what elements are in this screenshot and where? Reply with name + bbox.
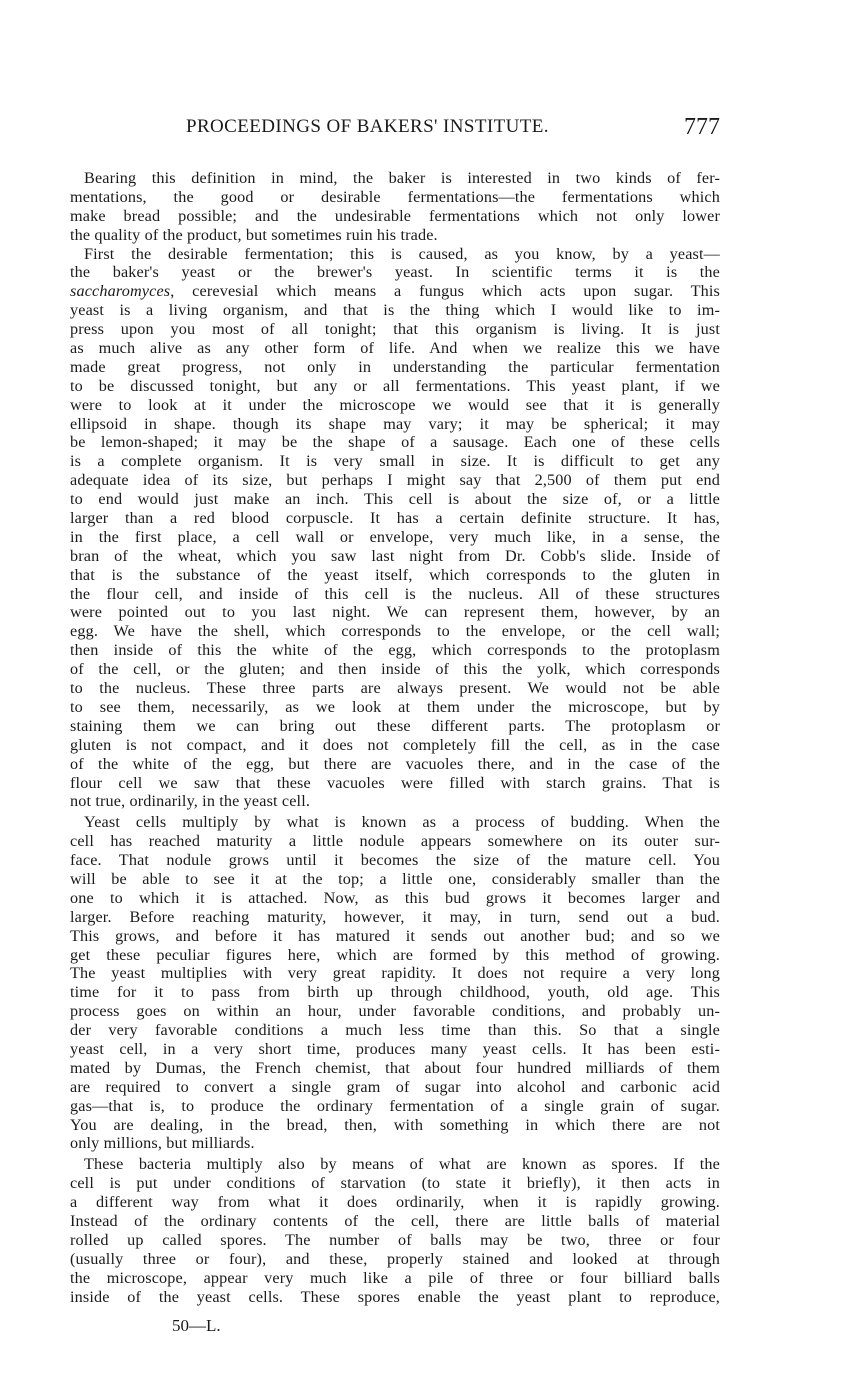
text-line: press upon you most of all tonight; that this organism is living. It is just xyxy=(70,320,720,339)
text-line: the microscope, appear very much like a pile of three or four billiard balls xyxy=(70,1268,720,1287)
text-line: get these peculiar figures here, which are formed by this method of growing. xyxy=(70,945,720,964)
text-line: Instead of the ordinary contents of the cell, there are little balls of material xyxy=(70,1211,720,1230)
italic-term: saccharomyces xyxy=(70,282,171,301)
text-line: one to which it is attached. Now, as this bud grows it becomes larger and xyxy=(70,888,720,907)
text-line: of the white of the egg, but there are vacuoles there, and in the case of the xyxy=(70,754,720,773)
text-line: to be discussed tonight, but any or all fermentations. This yeast plant, if we xyxy=(70,376,720,395)
text-line: time for it to pass from birth up through childhood, youth, old age. This xyxy=(70,983,720,1002)
text-line: the quality of the product, but sometimes ruin his trade. xyxy=(70,225,438,244)
text-line: larger than a red blood corpuscle. It has a certain definite structure. It has, xyxy=(70,509,720,528)
text-line: to see them, necessarily, as we look at them under the microscope, but by xyxy=(70,697,720,716)
text-line: egg. We have the shell, which corresponds to the envelope, or the cell wall; xyxy=(70,622,720,641)
text-line: First the desirable fermentation; this is caused, as you know, by a yeast— xyxy=(84,244,720,263)
text-line: This grows, and before it has matured it sends out another bud; and so we xyxy=(70,926,720,945)
text-line: to end would just make an inch. This cell is about the size of, or a little xyxy=(70,490,720,509)
text-line: the flour cell, and inside of this cell is the nucleus. All of these structures xyxy=(70,584,720,603)
text-line: of the cell, or the gluten; and then inside of this the yolk, which corresponds xyxy=(70,660,720,679)
paragraph-1 xyxy=(70,169,720,245)
text-line: then inside of this the white of the egg, which corresponds to the protoplasm xyxy=(70,641,720,660)
signature-mark: 50—L. xyxy=(172,1316,221,1335)
text-line: make bread possible; and the undesirable fermentations which not only lower xyxy=(70,206,720,225)
text-line: is a complete organism. It is very small in size. It is difficult to get any xyxy=(70,452,720,471)
text-line: as much alive as any other form of life. And when we realize this we have xyxy=(70,339,720,358)
text-line: rolled up called spores. The number of balls may be two, three or four xyxy=(70,1230,720,1249)
text-line: were pointed out to you last night. We can represent them, however, by an xyxy=(70,603,720,622)
page-number: 777 xyxy=(684,114,720,140)
text-line: These bacteria multiply also by means of what are known as spores. If the xyxy=(84,1155,720,1174)
text-line: the baker's yeast or the brewer's yeast. In scientific terms it is the xyxy=(70,263,720,282)
text-line: cell has reached maturity a little nodule appears somewhere on its outer sur- xyxy=(70,832,720,851)
text-line: mated by Dumas, the French chemist, that about four hundred milliards of them xyxy=(70,1058,720,1077)
text-line: yeast is a living organism, and that is the thing which I would like to im- xyxy=(70,301,720,320)
text-line: The yeast multiplies with very great rapidity. It does not require a very long xyxy=(70,964,720,983)
text-line: staining them we can bring out these different parts. The protoplasm or xyxy=(70,716,720,735)
text-line: inside of the yeast cells. These spores enable the yeast plant to reproduce, xyxy=(70,1287,720,1306)
text-line: adequate idea of its size, but perhaps I might say that 2,500 of them put end xyxy=(70,471,720,490)
text-line: were to look at it under the microscope we would see that it is generally xyxy=(70,395,720,414)
text-line: yeast cell, in a very short time, produces many yeast cells. It has been esti- xyxy=(70,1039,720,1058)
text-line: saccharomyces, cerevesial which means a fungus which acts upon sugar. This xyxy=(70,282,720,301)
text-line: ellipsoid in shape. though its shape may vary; it may be spherical; it may xyxy=(70,414,720,433)
body-text xyxy=(70,169,720,1306)
text-line: Bearing this definition in mind, the baker is interested in two kinds of fer- xyxy=(84,169,720,187)
text-line: cell is put under conditions of starvation (to state it briefly), it then acts in xyxy=(70,1174,720,1193)
text-line: be lemon-shaped; it may be the shape of a sausage. Each one of these cells xyxy=(70,433,720,452)
text-line: face. That nodule grows until it becomes the size of the mature cell. You xyxy=(70,851,720,870)
text-line: will be able to see it at the top; a little one, considerably smaller than the xyxy=(70,869,720,888)
text-line: not true, ordinarily, in the yeast cell. xyxy=(70,792,311,811)
text-line: Yeast cells multiply by what is known as a process of budding. When the xyxy=(84,813,720,832)
text-line: (usually three or four), and these, properly stained and looked at through xyxy=(70,1249,720,1268)
text-line: a different way from what it does ordinarily, when it is rapidly growing. xyxy=(70,1193,720,1212)
text-line: bran of the wheat, which you saw last night from Dr. Cobb's slide. Inside of xyxy=(70,546,720,565)
text-line: only millions, but milliards. xyxy=(70,1134,255,1153)
text-line: made great progress, not only in understanding the particular fermentation xyxy=(70,357,720,376)
text-line: You are dealing, in the bread, then, with something in which there are not xyxy=(70,1115,720,1134)
text-line: mentations, the good or desirable fermentations—the fermentations which xyxy=(70,187,720,206)
text-line: that is the substance of the yeast itself, which corresponds to the gluten in xyxy=(70,565,720,584)
text-line: are required to convert a single gram of sugar into alcohol and carbonic acid xyxy=(70,1077,720,1096)
paragraph-3 xyxy=(70,813,720,1153)
text-line: flour cell we saw that these vacuoles were filled with starch grains. That is xyxy=(70,773,720,792)
text-line: in the first place, a cell wall or envelope, very much like, in a sense, the xyxy=(70,527,720,546)
text-line: der very favorable conditions a much less time than this. So that a single xyxy=(70,1021,720,1040)
paragraph-4 xyxy=(70,1155,720,1306)
text-line: gluten is not compact, and it does not completely fill the cell, as in the case xyxy=(70,735,720,754)
text-line: to the nucleus. These three parts are always present. We would not be able xyxy=(70,679,720,698)
running-title: PROCEEDINGS OF BAKERS' INSTITUTE. xyxy=(186,116,549,137)
text-line: gas—that is, to produce the ordinary fermentation of a single grain of sugar. xyxy=(70,1096,720,1115)
paragraph-2 xyxy=(70,245,720,812)
text-line: process goes on within an hour, under favorable conditions, and probably un- xyxy=(70,1002,720,1021)
text-line: larger. Before reaching maturity, however, it may, in turn, send out a bud. xyxy=(70,907,720,926)
